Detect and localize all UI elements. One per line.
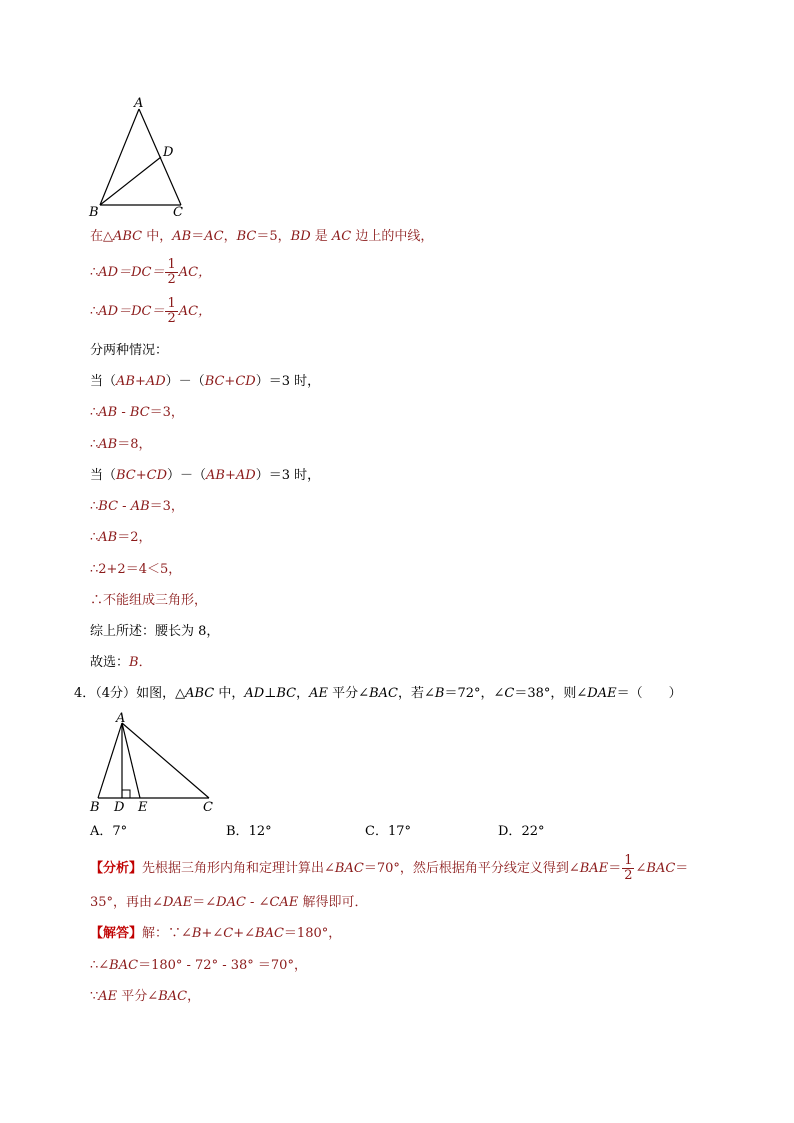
analysis-line-2 xyxy=(90,894,367,912)
vertex-label-c: C xyxy=(203,800,213,815)
math: ABC xyxy=(185,686,215,701)
text: ）－（ xyxy=(167,468,207,483)
option-value: 22° xyxy=(521,824,545,839)
solution-line-4: 分两种情况： xyxy=(90,343,169,358)
math: ABC xyxy=(113,229,143,244)
math: AB xyxy=(98,405,118,420)
fraction xyxy=(165,297,177,326)
math: BC xyxy=(129,405,150,420)
text: ＝（ ） xyxy=(616,686,682,701)
text: ＝180°， xyxy=(283,926,342,941)
score: （4分） xyxy=(95,686,137,701)
answer-letter: B xyxy=(129,655,139,670)
math: AC xyxy=(204,229,224,244)
fraction xyxy=(165,258,177,287)
text: - ∠ xyxy=(245,895,270,910)
solution-line-12: ∴不能组成三角形， xyxy=(90,593,208,608)
math: AC xyxy=(331,229,352,244)
option-letter: A． xyxy=(90,824,113,839)
text: ∵ xyxy=(90,989,99,1004)
text: 当（ xyxy=(90,374,117,389)
option-value: 12° xyxy=(248,824,272,839)
vertex-label-b: B xyxy=(90,800,100,815)
math: BAC xyxy=(369,686,398,701)
vertex-label-e: E xyxy=(138,800,148,815)
therefore-symbol: ∴ xyxy=(90,437,99,452)
math: BD xyxy=(290,229,311,244)
option-value: 17° xyxy=(387,824,411,839)
segment-ab xyxy=(100,109,139,205)
segment-ae xyxy=(122,723,140,798)
vertex-label-d: D xyxy=(163,145,174,160)
text: 故选： xyxy=(90,655,130,670)
text: ＝70°，然后根据角平分线定义得到∠ xyxy=(363,861,580,876)
math: AE xyxy=(309,686,329,701)
math: AD xyxy=(244,686,265,701)
math: AB xyxy=(98,437,118,452)
analysis-tag: 【分析】 xyxy=(90,861,143,876)
text: 先根据三角形内角和定理计算出∠ xyxy=(142,861,335,876)
math: BAE xyxy=(579,861,609,876)
answer-line-2 xyxy=(90,957,307,975)
text: ）－（ xyxy=(165,374,205,389)
question-4-stem xyxy=(74,685,682,703)
answer-line-1 xyxy=(90,925,341,943)
text: 如图，△ xyxy=(136,686,186,701)
therefore-symbol: ∴ xyxy=(90,530,99,545)
text: ）＝3 时， xyxy=(255,468,321,483)
text: 在△ xyxy=(90,229,113,244)
math: BC xyxy=(236,229,257,244)
answer-line-3 xyxy=(90,988,200,1006)
vertex-label-d: D xyxy=(114,800,125,815)
text: 中， xyxy=(142,229,173,244)
numerator: 1 xyxy=(167,257,176,272)
math: BC xyxy=(98,499,119,514)
text: ＝ xyxy=(191,229,205,244)
math: AD＝DC＝ xyxy=(98,265,165,280)
therefore-symbol: ∴ xyxy=(90,265,99,280)
math: BC+CD xyxy=(204,374,256,389)
text: - xyxy=(118,499,131,514)
segment-ab xyxy=(98,723,122,798)
text: ． xyxy=(138,655,152,670)
solution-line-9 xyxy=(90,498,184,516)
text: ＝3， xyxy=(149,405,184,420)
text: 平分∠ xyxy=(328,686,370,701)
text: 平分∠ xyxy=(117,989,159,1004)
math: AB xyxy=(130,499,150,514)
text: +∠ xyxy=(233,926,256,941)
vertex-label-c: C xyxy=(173,205,183,220)
math: AB+AD xyxy=(116,374,166,389)
text: 中， xyxy=(214,686,245,701)
math: AD＝DC＝ xyxy=(98,304,165,319)
solution-line-11: ∴2+2＝4＜5， xyxy=(90,562,182,577)
solution-line-3 xyxy=(90,297,211,326)
vertex-label-a: A xyxy=(134,96,144,111)
solution-line-1 xyxy=(90,228,433,246)
math: AB xyxy=(98,530,118,545)
solution-line-14 xyxy=(90,654,152,672)
math: BC+CD xyxy=(116,468,168,483)
math: C xyxy=(223,926,234,941)
text: - xyxy=(117,405,130,420)
text: ＝38°，则∠ xyxy=(514,686,588,701)
text: 35°，再由∠ xyxy=(90,895,163,910)
text: 是 xyxy=(310,229,332,244)
option-letter: D． xyxy=(498,824,522,839)
text: ＝ xyxy=(608,861,622,876)
math: DAC xyxy=(216,895,246,910)
math: AB+AD xyxy=(206,468,256,483)
question-number: 4． xyxy=(74,686,96,701)
option-c[interactable] xyxy=(365,820,411,839)
numerator: 1 xyxy=(624,853,633,868)
text: ， xyxy=(223,229,237,244)
therefore-symbol: ∴ xyxy=(90,499,99,514)
text: ＝8， xyxy=(117,437,152,452)
denominator: 2 xyxy=(624,868,633,883)
solution-line-2 xyxy=(90,258,211,287)
math: B xyxy=(191,926,202,941)
therefore-symbol: ∴ xyxy=(90,405,99,420)
math: DAE xyxy=(587,686,617,701)
denominator: 2 xyxy=(167,272,176,287)
solution-line-10 xyxy=(90,529,152,547)
math: AC， xyxy=(178,304,212,319)
math: BAC xyxy=(158,989,188,1004)
text: 边上的中线， xyxy=(351,229,434,244)
text: ，若∠ xyxy=(397,686,435,701)
text: ＝180° - 72° - 38° ＝70°， xyxy=(138,958,307,973)
vertex-label-a: A xyxy=(116,711,126,726)
math: BAC xyxy=(255,926,284,941)
math: BC xyxy=(276,686,297,701)
option-value: 7° xyxy=(112,824,128,839)
solution-line-8 xyxy=(90,467,320,485)
triangle-figure-1 xyxy=(85,95,195,220)
text: ＝∠ xyxy=(192,895,217,910)
segment-ac xyxy=(139,109,181,205)
text: +∠ xyxy=(201,926,224,941)
option-a[interactable] xyxy=(90,820,127,839)
answer-tag: 【解答】 xyxy=(90,926,143,941)
text: ＝3， xyxy=(149,499,184,514)
option-letter: B． xyxy=(226,824,249,839)
text: ∠ xyxy=(635,861,647,876)
math: B xyxy=(434,686,445,701)
vertex-label-b: B xyxy=(89,205,99,220)
solution-line-5 xyxy=(90,373,320,391)
denominator: 2 xyxy=(167,311,176,326)
math: C xyxy=(504,686,515,701)
math: AE xyxy=(98,989,118,1004)
math: AC， xyxy=(178,265,212,280)
text: ⊥ xyxy=(264,686,277,701)
math: BAC xyxy=(109,958,139,973)
numerator: 1 xyxy=(167,296,176,311)
math: AB xyxy=(172,229,192,244)
text: ＝5， xyxy=(256,229,291,244)
analysis-line-1 xyxy=(90,854,688,883)
text: ∴∠ xyxy=(90,958,110,973)
therefore-symbol: ∴ xyxy=(90,304,99,319)
solution-line-6 xyxy=(90,404,184,422)
text: 解得即可． xyxy=(298,895,368,910)
text: ）＝3 时， xyxy=(255,374,321,389)
text: ＝ xyxy=(675,861,689,876)
right-angle-mark xyxy=(122,790,130,798)
math: DAE xyxy=(162,895,193,910)
text: 当（ xyxy=(90,468,117,483)
text: ＝2， xyxy=(117,530,152,545)
math: CAE xyxy=(269,895,299,910)
text: ＝72°，∠ xyxy=(444,686,505,701)
math: BAC xyxy=(334,861,364,876)
solution-line-13: 综上所述：腰长为 8， xyxy=(90,624,220,639)
segment-ac xyxy=(122,723,209,798)
option-letter: C． xyxy=(365,824,388,839)
option-b[interactable] xyxy=(226,820,272,839)
text: 解：∵∠ xyxy=(142,926,192,941)
text: ， xyxy=(296,686,310,701)
fraction xyxy=(622,854,634,883)
solution-line-7 xyxy=(90,436,152,454)
math: BAC xyxy=(646,861,676,876)
text: ， xyxy=(187,989,201,1004)
triangle-figure-2 xyxy=(85,707,225,817)
option-d[interactable] xyxy=(498,820,544,839)
